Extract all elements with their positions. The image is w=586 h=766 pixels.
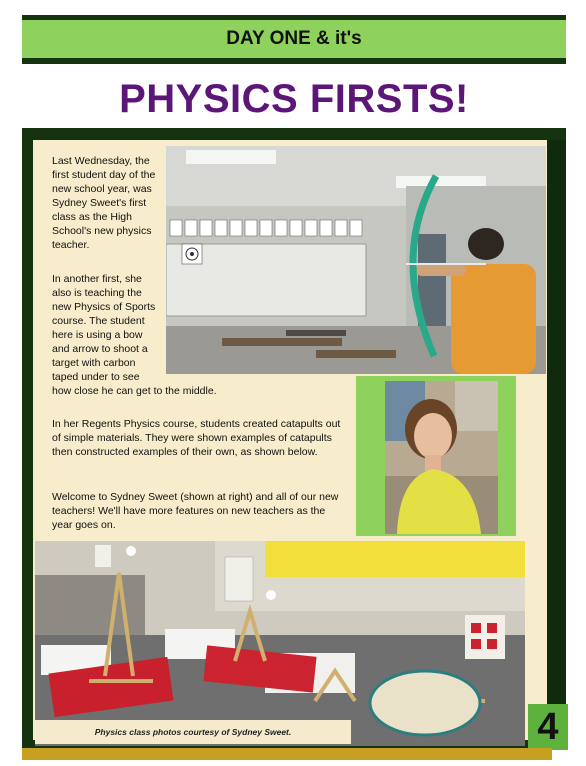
photo-caption: Physics class photos courtesy of Sydney Sweet. [94,727,292,737]
para2-line: and arrow to shoot a [52,343,148,355]
page-title: PHYSICS FIRSTS! [119,77,469,121]
para2-line: how close he can get to the middle. [52,385,217,397]
article-paragraph-4: Welcome to Sydney Sweet (shown at right) and all of our new teachers! We'll have more features on new teachers as the year goes on. [52,491,339,531]
header-banner [22,20,566,58]
catapult-photo [35,541,525,746]
photo-caption-box [35,720,351,744]
frame-side-strip [547,140,566,710]
header-banner-text: DAY ONE & it's [226,28,362,49]
bottom-rule [22,748,552,760]
para2-line: also is teaching the [52,287,142,299]
para2-line: here is using a bow [52,329,143,341]
page-number: 4 [537,706,559,748]
header-rule-bottom [22,58,566,64]
para2-line: course. The student [52,315,145,327]
para2-line: new Physics of Sports [52,301,156,313]
para2-line: taped under to see [52,371,140,383]
teacher-portrait-photo [385,381,498,534]
article-paragraph-3: In her Regents Physics course, students created catapults out of simple materials. They were shown examples of catapults then constructed examples of their own, as shown below. [52,418,341,458]
archery-photo [166,146,546,374]
article-paragraph-1: Last Wednesday, the first student day of the new school year, was Sydney Sweet's first class as the High School's new physics teacher. [52,155,156,251]
page-number-box [528,704,568,750]
para2-line: In another first, she [52,273,142,285]
para2-line: target with carbon [52,357,136,369]
